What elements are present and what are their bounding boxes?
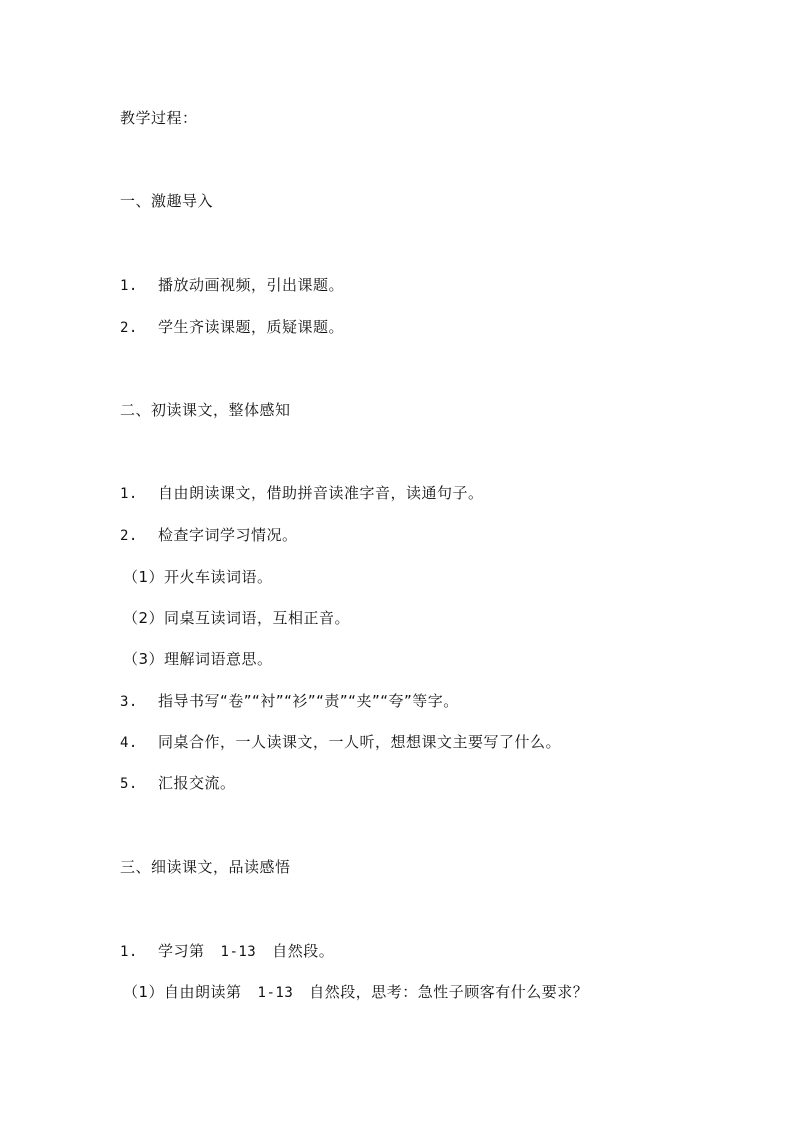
list-text: 汇报交流。 [158,774,236,792]
sub-text-pre: （1）自由朗读第 [123,983,242,1001]
list-item [120,483,484,504]
list-number: 1. [120,486,138,502]
section-title-3: 三、细读课文，品读感悟 [120,858,291,876]
list-number: 1. [120,944,138,960]
list-text: 播放动画视频，引出课题。 [158,276,345,294]
section-title-1: 一、激趣导入 [120,192,214,210]
sub-item: （2）同桌互读词语，互相正音。 [123,609,351,627]
sub-item [123,982,588,1003]
list-number: 2. [120,528,138,544]
list-text: 同桌合作，一人读课文，一人听，想想课文主要写了什么。 [158,733,562,751]
list-item [120,525,298,546]
paragraph-range: 1-13 [220,944,257,960]
list-text: 自由朗读课文，借助拼音读准字音，读通句子。 [158,484,484,502]
list-text: 检查字词学习情况。 [158,526,298,544]
list-number: 1. [120,278,138,294]
list-item [120,691,459,712]
process-heading: 教学过程： [120,109,198,127]
list-item [120,941,334,962]
list-number: 3. [120,694,138,710]
list-item [120,275,344,296]
list-text: 学生齐读课题，质疑课题。 [158,318,345,336]
list-number: 4. [120,735,138,751]
paragraph-range: 1-13 [257,985,294,1001]
list-text: 指导书写“卷”“衬”“衫”“责”“夹”“夸”等字。 [158,692,459,710]
list-text-post: 自然段。 [272,942,335,960]
sub-item: （3）理解词语意思。 [123,650,273,668]
list-item [120,732,561,753]
section-title-2: 二、初读课文，整体感知 [120,401,291,419]
list-number: 2. [120,320,138,336]
sub-item: （1）开火车读词语。 [123,568,273,586]
list-number: 5. [120,776,138,792]
list-item [120,317,344,338]
sub-text-post: 自然段，思考：急性子顾客有什么要求？ [309,983,589,1001]
list-text-pre: 学习第 [158,942,205,960]
list-item [120,773,236,794]
